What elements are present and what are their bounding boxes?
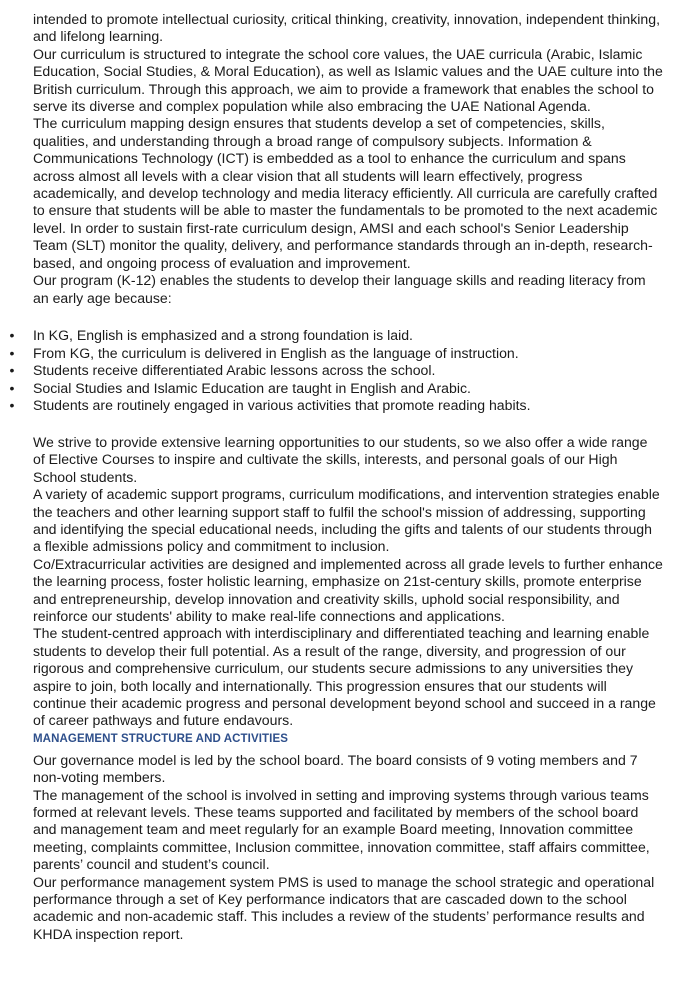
list-item [9, 397, 663, 415]
paragraph-curriculum-structure: Our curriculum is structured to integrate the school core values, the UAE curricula (Arabic, Islamic Education, Social Studies, & Moral Education), as well as Islamic values and the UAE culture into the British curriculum. Through this approach, we aim to provide a framework that enables the school to serve its diverse and complex population while also embracing the UAE National Agenda. [33, 45, 663, 115]
list-item-text: Students are routinely engaged in various activities that promote reading habits. [33, 397, 531, 414]
paragraph-curriculum-mapping: The curriculum mapping design ensures that students develop a set of competencies, skills, qualities, and understanding through a broad range of compulsory subjects. Information & Communications Technology (ICT) is embedded as a tool to enhance the curriculum and spans across almost all levels with a clear vision that all students will learn effectively, progress academically, and develop technology and media literacy efficiently. All curricula are carefully crafted to ensure that students will be able to master the fundamentals to be promoted to the next academic level. In order to sustain first-rate curriculum design, AMSI and each school's Senior Leadership Team (SLT) monitor the quality, delivery, and performance standards through an in-depth, research-based, and ongoing process of evaluation and improvement. [33, 115, 658, 271]
paragraph-performance-management: Our performance management system PMS is used to manage the school strategic and operational performance through a set of Key performance indicators that are cascaded down to the school academic and non-academic staff. This includes a review of the students’ performance results and KHDA inspection report. [33, 873, 655, 942]
list-item-text: From KG, the curriculum is delivered in English as the language of instruction. [33, 344, 519, 361]
paragraph-academic-support: A variety of academic support programs, curriculum modifications, and intervention strategies enable the teachers and other learning support staff to fulfil the school's mission of addressing, supporting and identifying the special educational needs, including the gifts and talents of our students through a flexible admissions policy and commitment to inclusion. [33, 486, 660, 555]
bullet-icon: • [9, 326, 15, 343]
list-item [9, 379, 663, 398]
bullet-icon: • [9, 397, 15, 414]
list-item-text: In KG, English is emphasized and a strong foundation is laid. [33, 326, 413, 343]
paragraph-governance: Our governance model is led by the school board. The board consists of 9 voting members and 7 non-voting members. [33, 751, 638, 786]
bullet-icon: • [9, 379, 15, 396]
list-item-text: Social Studies and Islamic Education are taught in English and Arabic. [33, 379, 471, 396]
language-skills-list [9, 326, 663, 415]
paragraph-program-k12: Our program (K-12) enables the students to develop their language skills and reading literacy from an early age because: [33, 272, 646, 306]
list-item [9, 326, 663, 345]
paragraph-extracurricular: Co/Extracurricular activities are designed and implemented across all grade levels to further enhance the learning process, foster holistic learning, emphasize on 21st-century skills, promote enterprise and entrepreneurship, develop innovation and creativity skills, uphold social responsibility, and reinforce our students' ability to make real-life connections and applications. [33, 555, 663, 624]
paragraph-intro-continued: intended to promote intellectual curiosity, critical thinking, creativity, innovation, independent thinking, and lifelong learning. [33, 11, 660, 45]
bullet-icon: • [9, 362, 15, 379]
list-item [9, 362, 663, 380]
bullet-icon: • [9, 344, 15, 361]
paragraph-student-centred: The student-centred approach with interdisciplinary and differentiated teaching and learning enable students to develop their full potential. As a result of the range, diversity, and progression of our rigorous and comprehensive curriculum, our students secure admissions to any universities they aspire to join, both locally and internationally. This progression ensures that our students will continue their academic progress and personal development beyond school and succeed in a range of career pathways and future endavours. [33, 625, 656, 729]
list-item-text: Students receive differentiated Arabic lessons across the school. [33, 362, 436, 379]
paragraph-management-teams: The management of the school is involved in setting and improving systems through various teams formed at relevant levels. These teams supported and facilitated by members of the school board and management team and meet regularly for an example Board meeting, Innovation committee meeting, complaints committee, Inclusion committee, innovation committee, staff affairs committee, parents’ council and student’s council. [33, 786, 650, 873]
paragraph-elective-courses: We strive to provide extensive learning opportunities to our students, so we also offer a wide range of Elective Courses to inspire and cultivate the skills, interests, and personal goals of our High School students. [33, 433, 648, 485]
section-heading-management: MANAGEMENT STRUCTURE AND ACTIVITIES [33, 732, 289, 745]
list-item [9, 344, 663, 363]
